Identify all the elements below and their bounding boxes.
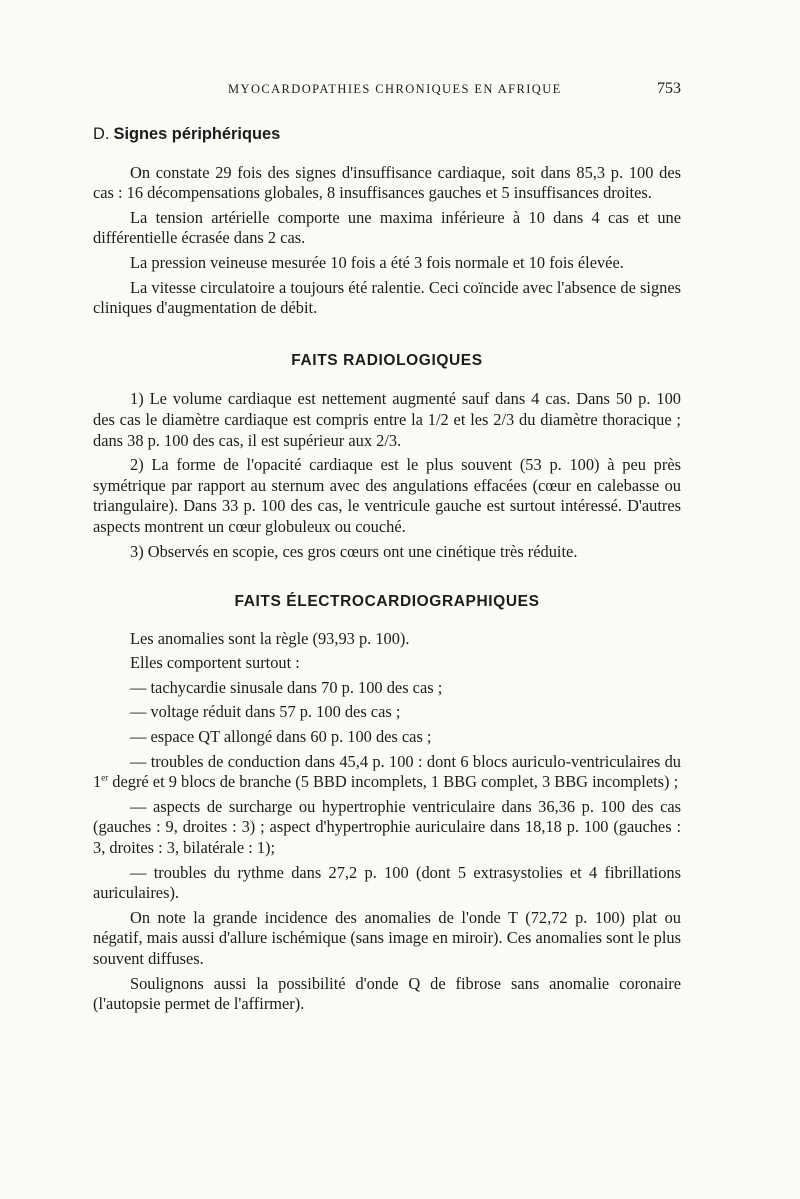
ecg-list-item-text: — troubles de conduction dans 45,4 p. 100 : dont 6 blocs auriculo-ventriculaires du 1 xyxy=(93,751,681,792)
ecg-list-item: — troubles du rythme dans 27,2 p. 100 (dont 5 extrasystolies et 4 fibrillations auriculaires). xyxy=(93,862,681,903)
ecg-list-item-text: degré et 9 blocs de branche (5 BBD incomplets, 1 BBG complet, 3 BBG incomplets) ; xyxy=(108,772,679,792)
ecg-list-item xyxy=(93,752,681,793)
ecg-paragraph: On note la grande incidence des anomalies de l'onde T (72,72 p. 100) plat ou négatif, mais aussi d'allure ischémique (sans image en miroir). Ces anomalies sont le plus souvent diffuses. xyxy=(93,907,681,968)
section-d-paragraph: La tension artérielle comporte une maxima inférieure à 10 dans 4 cas et une différentielle écrasée dans 2 cas. xyxy=(93,207,681,248)
ecg-heading: FAITS ÉLECTROCARDIOGRAPHIQUES xyxy=(234,593,540,611)
section-d-label: D. xyxy=(93,125,110,143)
ecg-intro: Les anomalies sont la règle (93,93 p. 100). xyxy=(130,628,410,648)
ecg-list-item: — voltage réduit dans 57 p. 100 des cas ; xyxy=(130,702,401,722)
radiology-paragraph: 1) Le volume cardiaque est nettement augmenté sauf dans 4 cas. Dans 50 p. 100 des cas le diamètre cardiaque est compris entre la 1/2 et les 2/3 du diamètre thoracique ; dans 38 p. 100 des cas, il est supérieur aux 2/3. xyxy=(93,389,681,450)
radiology-paragraph: 3) Observés en scopie, ces gros cœurs ont une cinétique très réduite. xyxy=(130,541,578,561)
page-number: 753 xyxy=(657,80,681,97)
ecg-list-item: — tachycardie sinusale dans 70 p. 100 des cas ; xyxy=(130,677,443,697)
ecg-list-item: — espace QT allongé dans 60 p. 100 des cas ; xyxy=(130,727,432,747)
running-title: MYOCARDOPATHIES CHRONIQUES EN AFRIQUE xyxy=(228,82,562,96)
section-d-paragraph: On constate 29 fois des signes d'insuffisance cardiaque, soit dans 85,3 p. 100 des cas : 16 décompensations globales, 8 insuffisances gauches et 5 insuffisances droites. xyxy=(93,162,681,203)
ecg-intro: Elles comportent surtout : xyxy=(130,653,300,673)
radiology-paragraph: 2) La forme de l'opacité cardiaque est le plus souvent (53 p. 100) à peu près symétrique par rapport au sternum avec des angulations effacées (cœur en calebasse ou triangulaire). Dans 33 p. 100 des cas, le ventricule gauche est surtout intéressé. D'autres aspects montrent un cœur globuleux ou couché. xyxy=(93,455,681,536)
ordinal-superscript: er xyxy=(101,772,109,783)
page-body xyxy=(93,124,681,1015)
section-d-heading xyxy=(93,124,681,145)
section-d-paragraph: La pression veineuse mesurée 10 fois a été 3 fois normale et 10 fois élevée. xyxy=(130,252,624,272)
ecg-list-item: — aspects de surcharge ou hypertrophie ventriculaire dans 36,36 p. 100 des cas (gauches : 9, droites : 3) ; aspect d'hypertrophie auriculaire dans 18,18 p. 100 (gauches : 3, droites : 3, bilatérale : 1); xyxy=(93,796,681,858)
page-header xyxy=(0,80,800,102)
section-d-title: Signes périphériques xyxy=(113,125,281,143)
section-d-paragraph: La vitesse circulatoire a toujours été ralentie. Ceci coïncide avec l'absence de signes cliniques d'augmentation de débit. xyxy=(93,277,681,318)
ecg-paragraph: Soulignons aussi la possibilité d'onde Q de fibrose sans anomalie coronaire (l'autopsie permet de l'affirmer). xyxy=(93,973,681,1014)
radiology-heading: FAITS RADIOLOGIQUES xyxy=(291,351,483,369)
